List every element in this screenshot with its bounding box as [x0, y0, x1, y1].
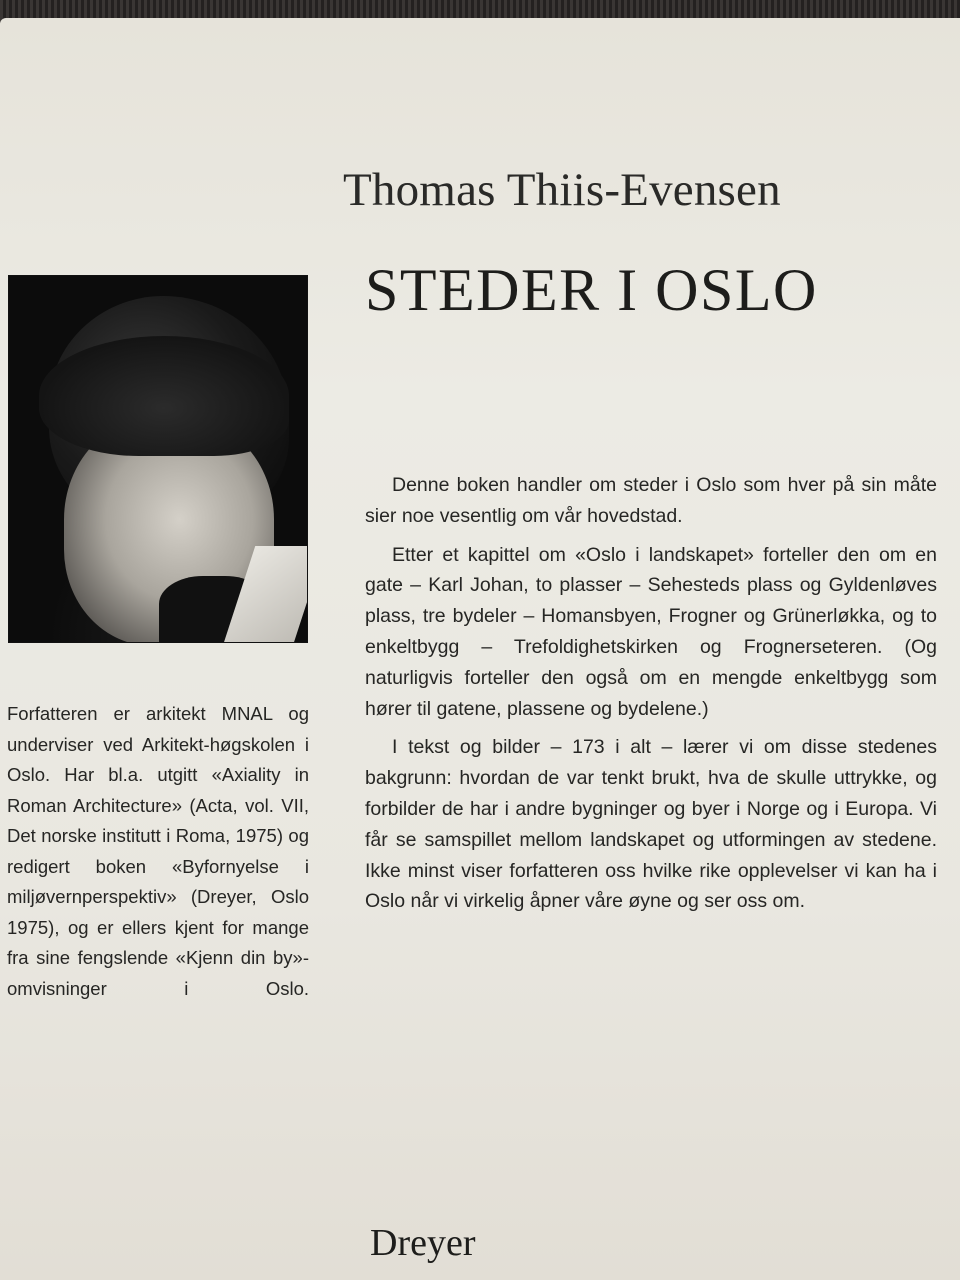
description-text — [365, 470, 937, 925]
description-paragraph: Denne boken handler om steder i Oslo som hver på sin måte sier noe vesentlig om vår hovedstad. — [365, 474, 937, 527]
description-paragraph: Etter et kapittel om «Oslo i landskapet» forteller den om en gate – Karl Johan, to plasser – Sehesteds plass og Gyldenløves plass, tre bydeler – Homansbyen, Frogner og Grünerløkka, og to enkeltbygg – Trefoldighetskirken og Frognerseteren. (Og naturligvis forteller den også om en mengde enkeltbygg som hører til gatene, plassene og bydelene.) — [365, 543, 937, 720]
publisher-name: Dreyer — [370, 1222, 476, 1264]
photo-fringe — [39, 336, 289, 456]
author-name: Thomas Thiis-Evensen — [343, 164, 781, 216]
description-paragraph: I tekst og bilder – 173 i alt – lærer vi om disse stedenes bakgrunn: hvordan de var tenkt brukt, hva de skulle uttrykke, og forbilder de har i andre bygninger og byer i Norge og i Europa. Vi får se samspillet mellom landskapet og utformingen av stedene. Ikke minst viser forfatteren oss hvilke rike opplevelser vi kan ha i Oslo når vi virkelig åpner våre øyne og ser oss om. — [365, 736, 937, 913]
book-back-cover — [0, 18, 960, 1280]
author-caption: Forfatteren er arkitekt MNAL og underviser ved Arkitekt-høgskolen i Oslo. Har bl.a. utgitt «Axiality in Roman Architecture» (Acta, vol. VII, Det norske institutt i Roma, 1975) og redigert boken «Byfornyelse i miljøvernperspektiv» (Dreyer, Oslo 1975), og er ellers kjent for mange fra sine fengslende «Kjenn din by»-omvisninger i Oslo. — [7, 703, 309, 999]
book-title: STEDER I OSLO — [365, 257, 818, 323]
author-photo — [8, 275, 308, 643]
